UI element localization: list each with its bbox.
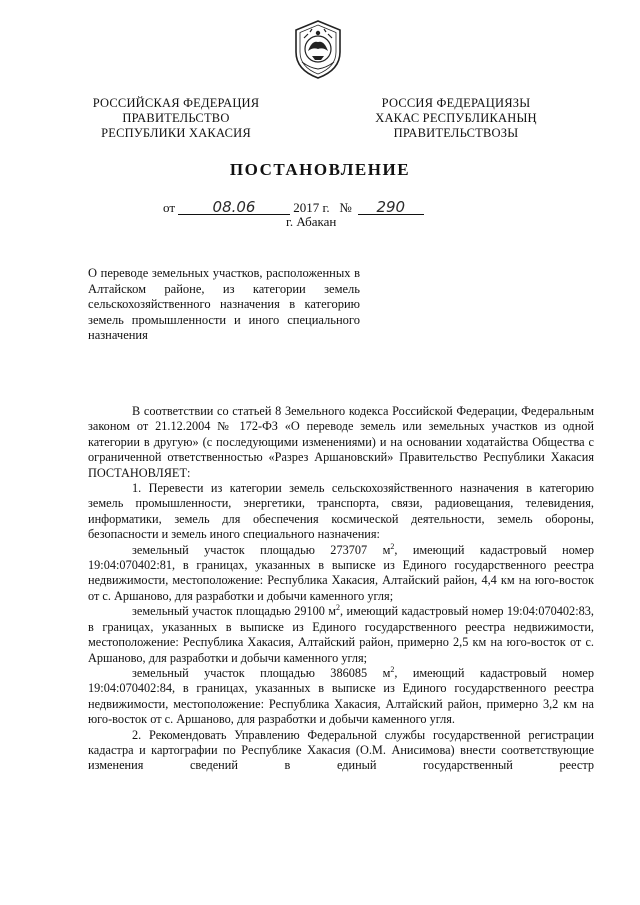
document-body — [88, 404, 594, 774]
handwritten-date: 08.06 — [178, 200, 290, 215]
from-label: от — [163, 200, 176, 215]
parcel-2-paragraph — [88, 604, 594, 666]
header-right-line: РОССИЯ ФЕДЕРАЦИЯЗЫ — [381, 96, 531, 110]
city-label: г. Абакан — [286, 214, 337, 229]
parcel-text: земельный участок площадью 29100 м — [132, 604, 337, 619]
handwritten-number: 290 — [358, 200, 424, 215]
parcel-1-paragraph — [88, 543, 594, 605]
header-right-line: ХАКАС РЕСПУБЛИКАНЫҢ — [375, 111, 537, 125]
year-label: 2017 г. — [293, 200, 330, 215]
parcel-text: , имеющий кадастровый номер 19:04:070402:84, в границах, указанных в выписке из Единого государственного реестра недвижимости, местоположение: Республика Хакасия, Алтайский район, примерно 3,2 км на юго-восток от с. Аршаново, для разработки и добычи каменного угля. — [88, 665, 594, 727]
header-left-line: РОССИЙСКАЯ ФЕДЕРАЦИЯ — [92, 96, 260, 110]
parcel-text: земельный участок площадью 273707 м — [132, 542, 391, 557]
parcel-text: , имеющий кадастровый номер 19:04:070402:83, в границах, указанных в выписке из Единого государственного реестра недвижимости, местоположение: Республика Хакасия, Алтайский район, примерно 2,5 км на юго-восток от с. Аршаново, для разработки и добычи каменного угля; — [88, 604, 594, 665]
parcel-text: , имеющий кадастровый номер 19:04:070402:81, в границах, указанных в выписке из Единого государственного реестра недвижимости, местоположение: Республика Хакасия, Алтайский район, 4,4 км на юго-восток от с. Аршаново, для разработки и добычи каменного угля; — [88, 542, 594, 603]
header-right-line: ПРАВИТЕЛЬСТВОЗЫ — [393, 126, 519, 140]
coat-of-arms-emblem — [290, 18, 346, 80]
header-left-line: РЕСПУБЛИКИ ХАКАСИЯ — [101, 126, 251, 140]
parcel-3-paragraph — [88, 666, 594, 728]
header-left-line: ПРАВИТЕЛЬСТВО — [122, 111, 230, 125]
document-title: ПОСТАНОВЛЕНИЕ — [229, 160, 411, 179]
number-label: № — [339, 200, 352, 215]
parcel-text: земельный участок площадью 386085 м — [132, 665, 391, 680]
superscript: 2 — [390, 664, 395, 674]
item-1-paragraph: 1. Перевести из категории земель сельскохозяйственного назначения в категорию земель промышленности, энергетики, транспорта, связи, радиовещания, телевидения, информатики, земель для обеспечения космической деятельности, земель обороны, безопасности и земель иного специального назначения: — [88, 481, 594, 542]
item-2-paragraph: 2. Рекомендовать Управлению Федеральной службы государственной регистрации кадастра и картографии по Республике Хакасия (О.М. Анисимова) внести соответствующие изменения сведений в единый государственный реестр — [88, 727, 594, 773]
document-subject: О переводе земельных участков, расположенных в Алтайском районе, из категории земель сельскохозяйственного назначения в категорию земель промышленности и иного специального назначения — [88, 266, 360, 342]
header-right-block — [356, 96, 556, 141]
intro-paragraph: В соответствии со статьей 8 Земельного кодекса Российской Федерации, Федеральным законом от 21.12.2004 № 172-ФЗ «О переводе земель или земельных участков из одной категории в другую» (с последующими изменениями) и на основании ходатайства Общества с ограниченной ответственностью «Разрез Аршановский» Правительство Республики Хакасия ПОСТАНОВЛЯЕТ: — [88, 404, 594, 480]
superscript: 2 — [336, 603, 341, 613]
superscript: 2 — [390, 541, 395, 551]
header-left-block — [76, 96, 276, 141]
